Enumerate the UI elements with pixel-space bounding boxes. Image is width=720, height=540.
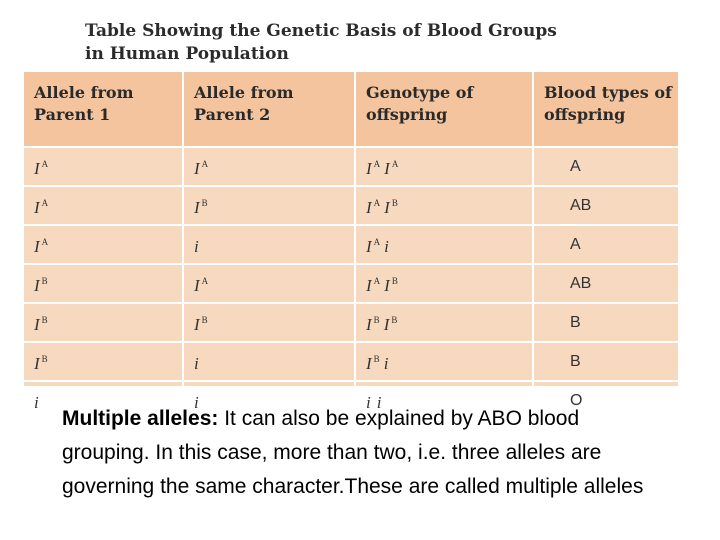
cell-allele-parent-2 [183, 264, 355, 303]
allele-superscript: A [41, 198, 49, 208]
cell-blood-type: A [533, 225, 679, 264]
allele-symbol: i [194, 393, 199, 412]
allele-superscript: A [373, 276, 381, 286]
allele-symbol: I [366, 237, 372, 256]
allele-superscript: B [41, 276, 48, 286]
cell-genotype [355, 264, 533, 303]
explanation-paragraph [62, 402, 662, 504]
cell-allele-parent-1 [23, 225, 183, 264]
explanation-text: It can also be explained by ABO blood grouping. In this case, more than two, i.e. three alleles are governing the same character.These are called multiple alleles [62, 407, 644, 498]
allele-symbol: I [383, 315, 390, 334]
allele-superscript: A [41, 159, 49, 169]
cell-blood-type: AB [533, 264, 679, 303]
cell-allele-parent-1 [23, 147, 183, 186]
allele-symbol: I [366, 354, 372, 373]
allele-superscript: B [391, 276, 398, 286]
allele-superscript: A [391, 159, 399, 169]
allele-symbol: I [34, 237, 40, 256]
table-header-row [23, 71, 679, 147]
blood-group-table [22, 70, 680, 421]
cell-allele-parent-2 [183, 342, 355, 381]
cell-allele-parent-2 [183, 186, 355, 225]
allele-superscript: B [201, 315, 208, 325]
cell-allele-parent-2 [183, 147, 355, 186]
allele-superscript: B [373, 354, 380, 364]
table-row [23, 186, 679, 225]
header-allele-parent-2: Allele from Parent 2 [183, 71, 355, 147]
header-blood-type-offspring: Blood types of offspring [533, 71, 679, 147]
header-genotype-offspring: Genotype of offspring [355, 71, 533, 147]
allele-symbol: I [366, 198, 372, 217]
cell-allele-parent-2 [183, 225, 355, 264]
table-row [23, 303, 679, 342]
allele-symbol: I [34, 198, 40, 217]
allele-superscript: B [373, 315, 380, 325]
allele-symbol: I [384, 276, 390, 295]
allele-symbol: i [34, 393, 39, 412]
allele-symbol: I [194, 198, 200, 217]
cell-genotype [355, 225, 533, 264]
allele-superscript: B [391, 198, 398, 208]
allele-symbol: I [366, 315, 372, 334]
table-row [23, 264, 679, 303]
cell-genotype [355, 147, 533, 186]
allele-symbol: I [384, 198, 390, 217]
allele-symbol: I [194, 276, 200, 295]
table-body [23, 147, 679, 420]
allele-superscript: A [373, 159, 381, 169]
cell-allele-parent-1 [23, 342, 183, 381]
header-allele-parent-1: Allele from Parent 1 [23, 71, 183, 147]
table-row [23, 225, 679, 264]
allele-superscript: A [41, 237, 49, 247]
allele-superscript: A [201, 276, 209, 286]
cell-allele-parent-1 [23, 264, 183, 303]
allele-symbol: I [34, 159, 40, 178]
cell-allele-parent-1 [23, 186, 183, 225]
allele-symbol: i [194, 354, 199, 373]
cell-blood-type: B [533, 303, 679, 342]
table-row [23, 147, 679, 186]
allele-symbol: I [34, 315, 40, 334]
allele-superscript: B [41, 315, 48, 325]
allele-superscript: B [41, 354, 48, 364]
cell-blood-type: O [533, 381, 679, 420]
allele-symbol: i [376, 393, 382, 412]
cell-blood-type: A [533, 147, 679, 186]
allele-superscript: A [201, 159, 209, 169]
cell-genotype [355, 186, 533, 225]
allele-superscript: A [373, 198, 381, 208]
allele-symbol: i [194, 237, 199, 256]
blood-group-table-container [22, 70, 678, 412]
allele-symbol: I [366, 276, 372, 295]
allele-symbol: I [384, 159, 390, 178]
allele-symbol: I [34, 354, 40, 373]
allele-superscript: B [391, 315, 398, 325]
cell-allele-parent-2 [183, 303, 355, 342]
explanation-term: Multiple alleles: [62, 407, 219, 430]
allele-superscript: A [373, 237, 381, 247]
allele-symbol: i [383, 354, 389, 373]
allele-symbol: I [366, 159, 372, 178]
cell-allele-parent-1 [23, 303, 183, 342]
cell-blood-type: B [533, 342, 679, 381]
cell-genotype [355, 342, 533, 381]
allele-superscript: B [201, 198, 208, 208]
cell-genotype [355, 303, 533, 342]
allele-symbol: i [366, 393, 371, 412]
allele-symbol: I [34, 276, 40, 295]
table-title: Table Showing the Genetic Basis of Blood Groups in Human Population [85, 21, 557, 64]
cell-blood-type: AB [533, 186, 679, 225]
table-row [23, 342, 679, 381]
allele-symbol: I [194, 315, 200, 334]
allele-symbol: i [384, 237, 389, 256]
allele-symbol: I [194, 159, 200, 178]
